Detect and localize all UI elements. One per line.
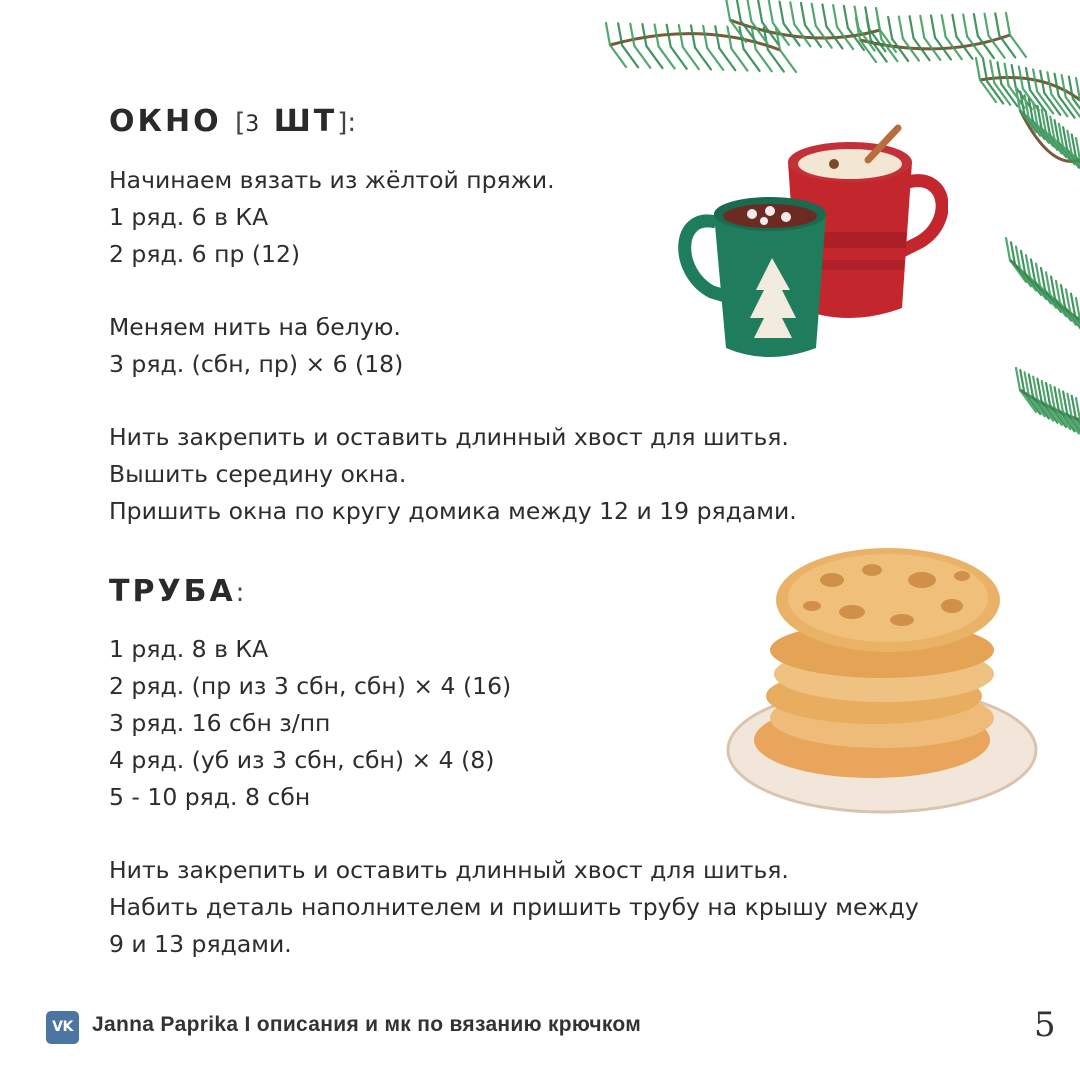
window-count-close-bracket: ] bbox=[337, 108, 348, 138]
pine-needle bbox=[877, 17, 881, 39]
pine-needle bbox=[1006, 238, 1010, 260]
pine-needle bbox=[715, 26, 719, 48]
pine-needle bbox=[679, 25, 683, 47]
window-heading-colon: : bbox=[347, 108, 357, 138]
pine-needle bbox=[942, 15, 946, 37]
pine-needle bbox=[606, 23, 610, 45]
window-count-number: 3 bbox=[245, 112, 261, 137]
pine-needle bbox=[812, 4, 816, 26]
pine-needle bbox=[726, 0, 730, 20]
chimney-line: 1 ряд. 8 в КА bbox=[109, 635, 269, 663]
pine-needle bbox=[920, 16, 924, 38]
pine-needle bbox=[931, 16, 935, 38]
pine-needle bbox=[1062, 75, 1066, 97]
pine-needle bbox=[844, 6, 848, 28]
window-line: 2 ряд. 6 пр (12) bbox=[109, 240, 301, 268]
pine-needle bbox=[747, 0, 751, 21]
chimney-line: 5 - 10 ряд. 8 сбн bbox=[109, 783, 311, 811]
window-line: Начинаем вязать из жёлтой пряжи. bbox=[109, 166, 555, 194]
pine-needle bbox=[888, 17, 892, 39]
chimney-line: 3 ряд. 16 сбн з/пп bbox=[109, 709, 331, 737]
footer bbox=[46, 1005, 1056, 1051]
window-line: Пришить окна по кругу домика между 12 и 19 рядами. bbox=[109, 497, 797, 525]
window-line: Меняем нить на белую. bbox=[109, 313, 401, 341]
pine-needle bbox=[630, 24, 634, 46]
vk-icon[interactable]: VK bbox=[46, 1011, 79, 1044]
page-number: 5 bbox=[1034, 1005, 1056, 1045]
chimney-heading-title: ТРУБА bbox=[109, 574, 236, 609]
window-count-unit: ШТ bbox=[273, 104, 338, 139]
pine-needle bbox=[758, 0, 762, 22]
pine-needle bbox=[801, 3, 805, 25]
chimney-instructions bbox=[109, 631, 919, 963]
pine-needle bbox=[997, 62, 1001, 84]
pine-needle bbox=[790, 2, 794, 24]
pine-needle bbox=[910, 16, 914, 38]
window-count-open-bracket: [ bbox=[235, 108, 246, 138]
pine-needle bbox=[1006, 13, 1010, 35]
chimney-section-heading bbox=[109, 574, 244, 609]
chimney-line: 4 ряд. (уб из 3 сбн, сбн) × 4 (8) bbox=[109, 746, 495, 774]
chimney-line: 9 и 13 рядами. bbox=[109, 930, 292, 958]
pine-needle bbox=[780, 2, 784, 24]
pine-needle bbox=[769, 1, 773, 23]
window-heading-title: ОКНО bbox=[109, 104, 222, 139]
window-section-heading bbox=[109, 104, 356, 139]
pine-needle bbox=[899, 17, 903, 39]
pine-needle bbox=[833, 5, 837, 27]
window-line: 1 ряд. 6 в КА bbox=[109, 203, 269, 231]
chimney-line: 2 ряд. (пр из 3 сбн, сбн) × 4 (16) bbox=[109, 672, 512, 700]
pine-needle bbox=[703, 26, 707, 48]
pine-needle bbox=[974, 14, 978, 36]
chimney-line: Набить деталь наполнителем и пришить трубу на крышу между bbox=[109, 893, 919, 921]
pine-needle bbox=[1005, 64, 1009, 86]
footer-author-link[interactable]: Janna Paprika I описания и мк по вязанию крючком bbox=[92, 1013, 642, 1036]
window-line: Нить закрепить и оставить длинный хвост для шитья. bbox=[109, 423, 789, 451]
chimney-heading-colon: : bbox=[235, 578, 245, 608]
pine-needle bbox=[985, 14, 989, 36]
chimney-line-spacer bbox=[109, 816, 919, 852]
pine-needle bbox=[976, 58, 980, 80]
window-line-spacer bbox=[109, 273, 797, 309]
pine-needle bbox=[995, 13, 999, 35]
pine-needle bbox=[952, 15, 956, 37]
window-instructions bbox=[109, 162, 797, 530]
window-line: 3 ряд. (сбн, пр) × 6 (18) bbox=[109, 350, 404, 378]
pine-needle bbox=[963, 14, 967, 36]
chimney-line: Нить закрепить и оставить длинный хвост для шитья. bbox=[109, 856, 789, 884]
pine-needle bbox=[642, 24, 646, 46]
pine-needle bbox=[691, 26, 695, 48]
window-line: Вышить середину окна. bbox=[109, 460, 407, 488]
window-line-spacer bbox=[109, 383, 797, 419]
pine-needle bbox=[822, 4, 826, 26]
pine-needle bbox=[737, 0, 741, 21]
